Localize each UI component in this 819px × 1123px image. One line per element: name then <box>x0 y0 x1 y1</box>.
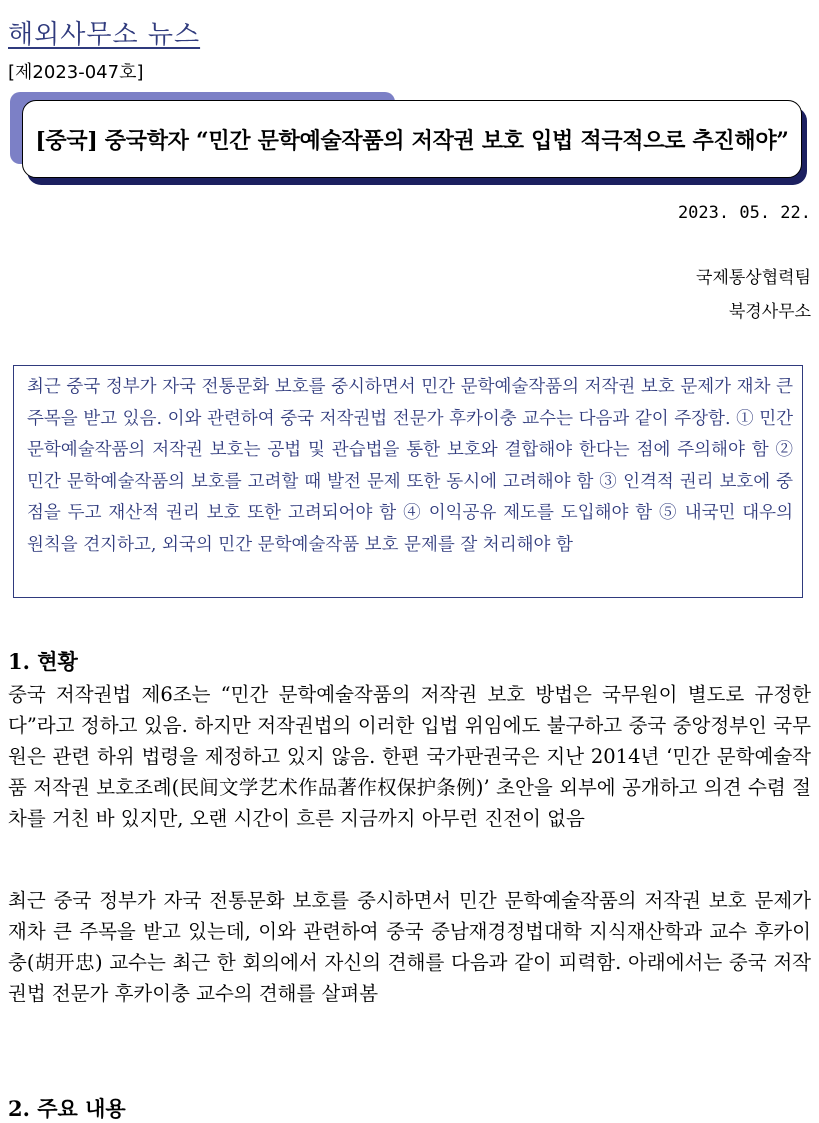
section-heading-main-content: 2. 주요 내용 <box>8 1096 126 1121</box>
issue-number: [제2023-047호] <box>8 62 144 83</box>
team-name: 국제통상협력팀 <box>696 268 811 288</box>
title-box <box>22 100 802 178</box>
section-heading-status: 1. 현황 <box>8 649 78 674</box>
publish-date: 2023. 05. 22. <box>677 203 811 223</box>
body-paragraph: 최근 중국 정부가 자국 전통문화 보호를 중시하면서 민간 문학예술작품의 저작권 보호 문제가 재차 큰 주목을 받고 있는데, 이와 관련하여 중국 중남재경정법대학 지식재산학과 교수 후카이충(胡开忠) 교수는 최근 한 회의에서 자신의 견해를 다음과 같이 피력함. 아래에서는 중국 저작권법 전문가 후카이충 교수의 견해를 살펴봄 <box>8 889 811 1005</box>
summary-box <box>13 365 803 598</box>
article-title: [중국] 중국학자 “민간 문학예술작품의 저작권 보호 입법 적극적으로 추진해야” <box>35 127 789 154</box>
masthead-title: 해외사무소 뉴스 <box>8 20 201 50</box>
body-paragraph: 중국 저작권법 제6조는 “민간 문학예술작품의 저작권 보호 방법은 국무원이 별도로 규정한다”라고 정하고 있음. 하지만 저작권법의 이러한 입법 위임에도 불구하고 중국 중앙정부인 국무원은 관련 하위 법령을 제정하고 있지 않음. 한편 국가판권국은 지난 2014년 ‘민간 문학예술작품 저작권 보호조례(民间文学艺术作品著作权保护条例)’ 초안을 외부에 공개하고 의견 수렴 절차를 거친 바 있지만, 오랜 시간이 흐른 지금까지 아무런 진전이 없음 <box>8 683 811 830</box>
summary-text: 최근 중국 정부가 자국 전통문화 보호를 중시하면서 민간 문학예술작품의 저작권 보호 문제가 재차 큰 주목을 받고 있음. 이와 관련하여 중국 저작권법 전문가 후카이충 교수는 다음과 같이 주장함. ① 민간 문학예술작품의 저작권 보호는 공법 및 관습법을 통한 보호와 결합해야 한다는 점에 주의해야 함 ② 민간 문학예술작품의 보호를 고려할 때 발전 문제 또한 동시에 고려해야 함 ③ 인격적 권리 보호에 중점을 두고 재산적 권리 보호 또한 고려되어야 함 ④ 이익공유 제도를 도입해야 함 ⑤ 내국민 대우의 원칙을 견지하고, 외국의 민간 문학예술작품 보호 문제를 잘 처리해야 함 <box>27 377 793 555</box>
office-name: 북경사무소 <box>728 302 811 322</box>
